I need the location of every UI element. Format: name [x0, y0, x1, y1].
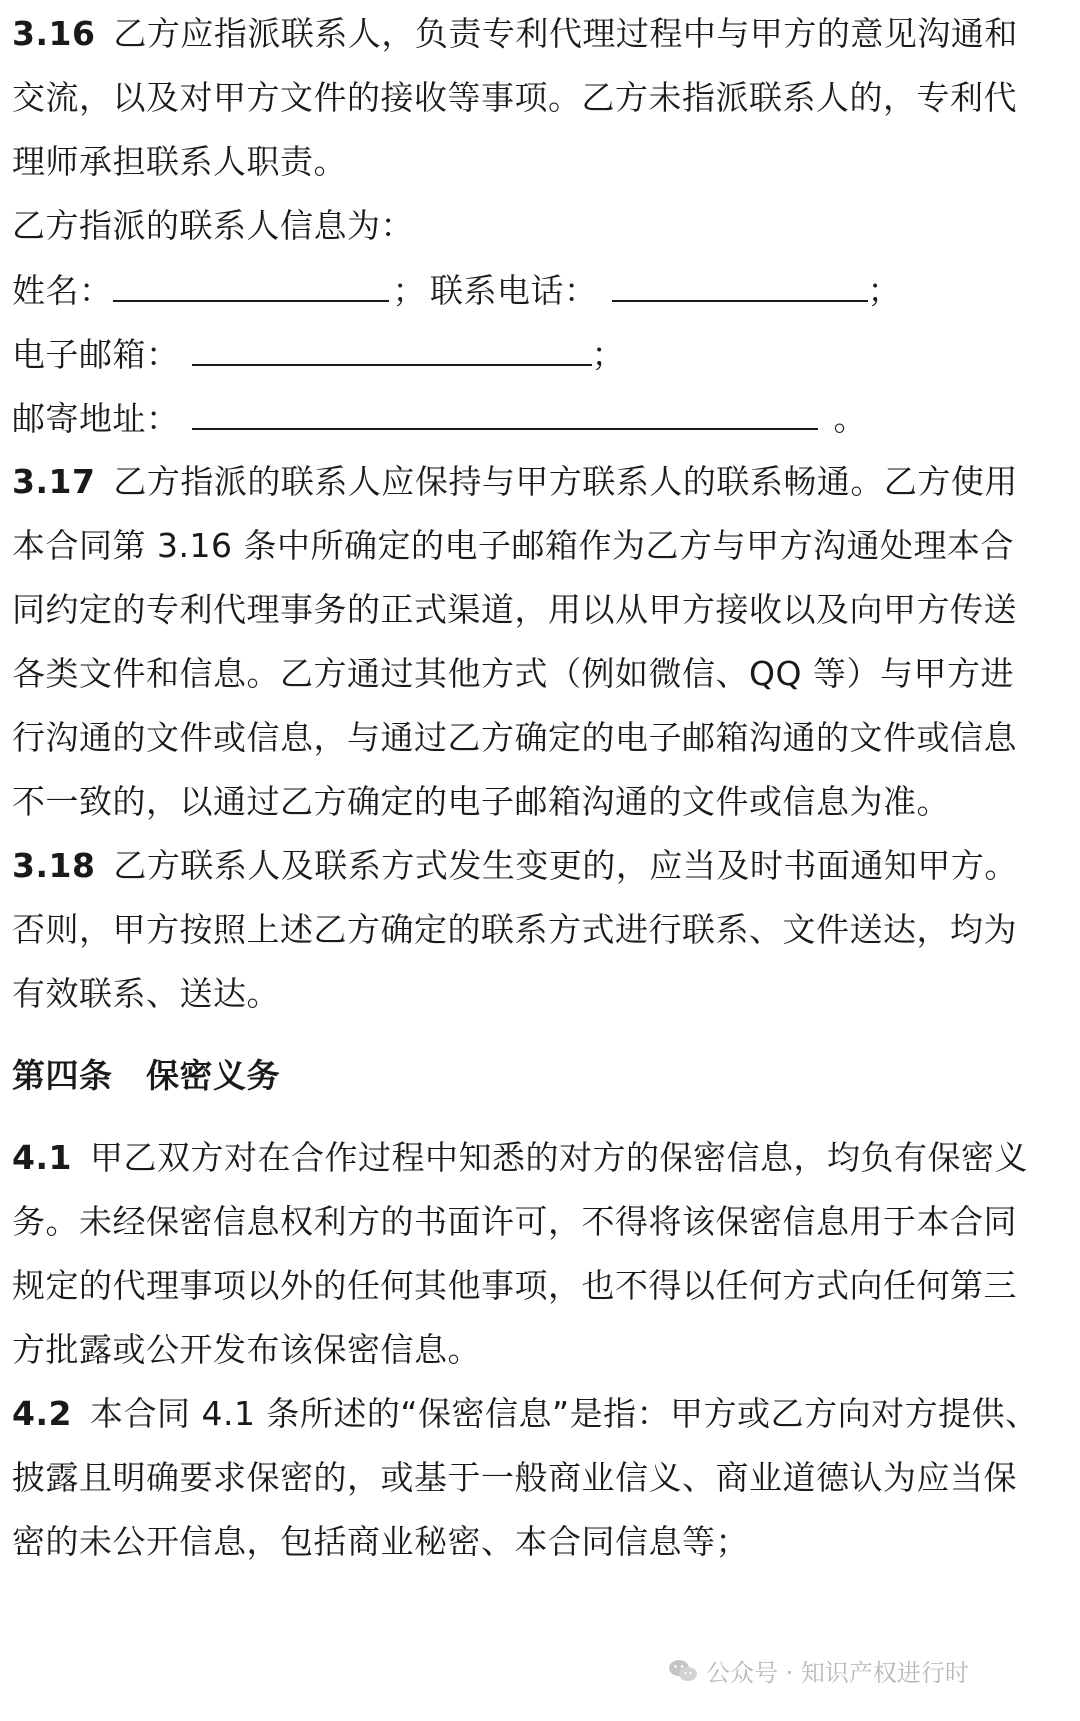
- clause-3-18-line-1: [12, 846, 1018, 886]
- clause-3-16-line-2: 交流，以及对甲方文件的接收等事项。乙方未指派联系人的，专利代: [12, 78, 1017, 117]
- email-row: [12, 334, 625, 375]
- name-blank-field[interactable]: [113, 270, 389, 302]
- wechat-icon: [668, 1658, 698, 1684]
- clause-number: 4.1: [12, 1138, 72, 1177]
- clause-4-2-line-3: 密的未公开信息，包括商业秘密、本合同信息等；: [12, 1522, 749, 1561]
- clause-number: 3.16: [12, 14, 96, 53]
- clause-number: 3.17: [12, 462, 96, 501]
- watermark: [668, 1653, 969, 1688]
- article-4-heading: 第四条 保密义务: [12, 1056, 280, 1095]
- phone-blank-field[interactable]: [612, 270, 868, 302]
- clause-3-16-line-1: [12, 14, 1018, 54]
- clause-3-18-line-3: 有效联系、送达。: [12, 974, 280, 1013]
- clause-3-17-line-4: 各类文件和信息。乙方通过其他方式（例如微信、QQ 等）与甲方进: [12, 654, 1014, 693]
- clause-3-17-line-3: 同约定的专利代理事务的正式渠道，用以从甲方接收以及向甲方传送: [12, 590, 1017, 629]
- clause-4-1-line-2: 务。未经保密信息权利方的书面许可，不得将该保密信息用于本合同: [12, 1202, 1017, 1241]
- contact-intro: 乙方指派的联系人信息为：: [12, 206, 414, 245]
- address-end: 。: [833, 399, 867, 438]
- clause-text: 本合同 4.1 条所述的“保密信息”是指：甲方或乙方向对方提供、: [89, 1394, 1039, 1433]
- clause-4-1-line-4: 方批露或公开发布该保密信息。: [12, 1330, 481, 1369]
- name-end: ；: [392, 271, 426, 310]
- address-label: 邮寄地址：: [12, 399, 180, 438]
- clause-3-18-line-2: 否则，甲方按照上述乙方确定的联系方式进行联系、文件送达，均为: [12, 910, 1017, 949]
- clause-number: 4.2: [12, 1394, 72, 1433]
- clause-4-2-line-1: [12, 1394, 1039, 1434]
- clause-number: 3.18: [12, 846, 96, 885]
- phone-label: 联系电话：: [430, 271, 598, 310]
- clause-3-17-line-1: [12, 462, 1018, 502]
- email-label: 电子邮箱：: [12, 335, 180, 374]
- phone-end: ；: [867, 271, 901, 310]
- clause-text: 甲乙双方对在合作过程中知悉的对方的保密信息，均负有保密义: [89, 1138, 1028, 1177]
- watermark-text: 公众号 · 知识产权进行时: [706, 1659, 969, 1687]
- clause-text: 乙方应指派联系人，负责专利代理过程中与甲方的意见沟通和: [113, 14, 1018, 53]
- clause-4-1-line-3: 规定的代理事项以外的任何其他事项，也不得以任何方式向任何第三: [12, 1266, 1017, 1305]
- clause-4-1-line-1: [12, 1138, 1028, 1178]
- clause-4-2-line-2: 披露且明确要求保密的，或基于一般商业信义、商业道德认为应当保: [12, 1458, 1017, 1497]
- clause-text: 乙方指派的联系人应保持与甲方联系人的联系畅通。乙方使用: [113, 462, 1018, 501]
- clause-3-17-line-6: 不一致的，以通过乙方确定的电子邮箱沟通的文件或信息为准。: [12, 782, 950, 821]
- address-row: [12, 398, 867, 439]
- clause-3-17-line-5: 行沟通的文件或信息，与通过乙方确定的电子邮箱沟通的文件或信息: [12, 718, 1017, 757]
- clause-3-16-line-3: 理师承担联系人职责。: [12, 142, 347, 181]
- email-blank-field[interactable]: [192, 334, 592, 366]
- name-phone-row: [12, 270, 901, 311]
- clause-text: 乙方联系人及联系方式发生变更的，应当及时书面通知甲方。: [113, 846, 1018, 885]
- email-end: ；: [591, 335, 625, 374]
- address-blank-field[interactable]: [192, 398, 818, 430]
- clause-3-17-line-2: 本合同第 3.16 条中所确定的电子邮箱作为乙方与甲方沟通处理本合: [12, 526, 1014, 565]
- name-label: 姓名：: [12, 271, 113, 310]
